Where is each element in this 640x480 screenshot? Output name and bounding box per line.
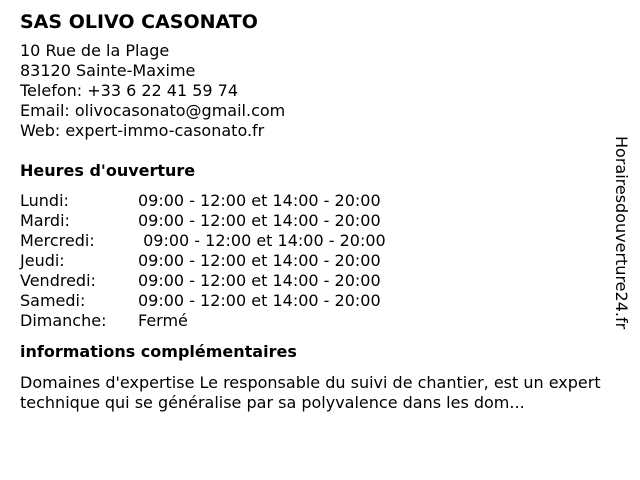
- phone-line: Telefon: +33 6 22 41 59 74: [20, 81, 239, 100]
- contact-block: [20, 41, 620, 141]
- info-description: Domaines d'expertise Le responsable du suivi de chantier, est un expert technique qui se généralise par sa polyvalence dans les dom...: [20, 373, 601, 412]
- business-card: [20, 11, 620, 413]
- day-hours: 09:00 - 12:00 et 14:00 - 20:00: [138, 191, 381, 210]
- day-label: Mercredi:: [20, 231, 95, 250]
- info-heading: informations complémentaires: [20, 342, 297, 361]
- day-hours: Fermé: [138, 311, 188, 330]
- day-hours: 09:00 - 12:00 et 14:00 - 20:00: [138, 271, 381, 290]
- day-label: Samedi:: [20, 291, 86, 310]
- day-label: Mardi:: [20, 211, 70, 230]
- address-city: 83120 Sainte-Maxime: [20, 61, 196, 80]
- hours-row-sunday: [20, 311, 386, 331]
- web-line: Web: expert-immo-casonato.fr: [20, 121, 265, 140]
- business-name: SAS OLIVO CASONATO: [20, 11, 258, 33]
- hours-row-saturday: [20, 291, 386, 311]
- hours-row-wednesday: [20, 231, 386, 251]
- day-hours: 09:00 - 12:00 et 14:00 - 20:00: [138, 231, 386, 250]
- watermark-text: Horairesdouverture24.fr: [612, 136, 631, 330]
- hours-row-monday: [20, 191, 386, 211]
- day-hours: 09:00 - 12:00 et 14:00 - 20:00: [138, 291, 381, 310]
- day-label: Vendredi:: [20, 271, 96, 290]
- hours-row-thursday: [20, 251, 386, 271]
- hours-row-friday: [20, 271, 386, 291]
- day-hours: 09:00 - 12:00 et 14:00 - 20:00: [138, 211, 381, 230]
- hours-heading: Heures d'ouverture: [20, 161, 196, 180]
- day-label: Jeudi:: [20, 251, 65, 270]
- address-street: 10 Rue de la Plage: [20, 41, 170, 60]
- hours-row-tuesday: [20, 211, 386, 231]
- email-line: Email: olivocasonato@gmail.com: [20, 101, 286, 120]
- opening-hours-table: [20, 191, 386, 331]
- day-label: Lundi:: [20, 191, 69, 210]
- day-hours: 09:00 - 12:00 et 14:00 - 20:00: [138, 251, 381, 270]
- day-label: Dimanche:: [20, 311, 107, 330]
